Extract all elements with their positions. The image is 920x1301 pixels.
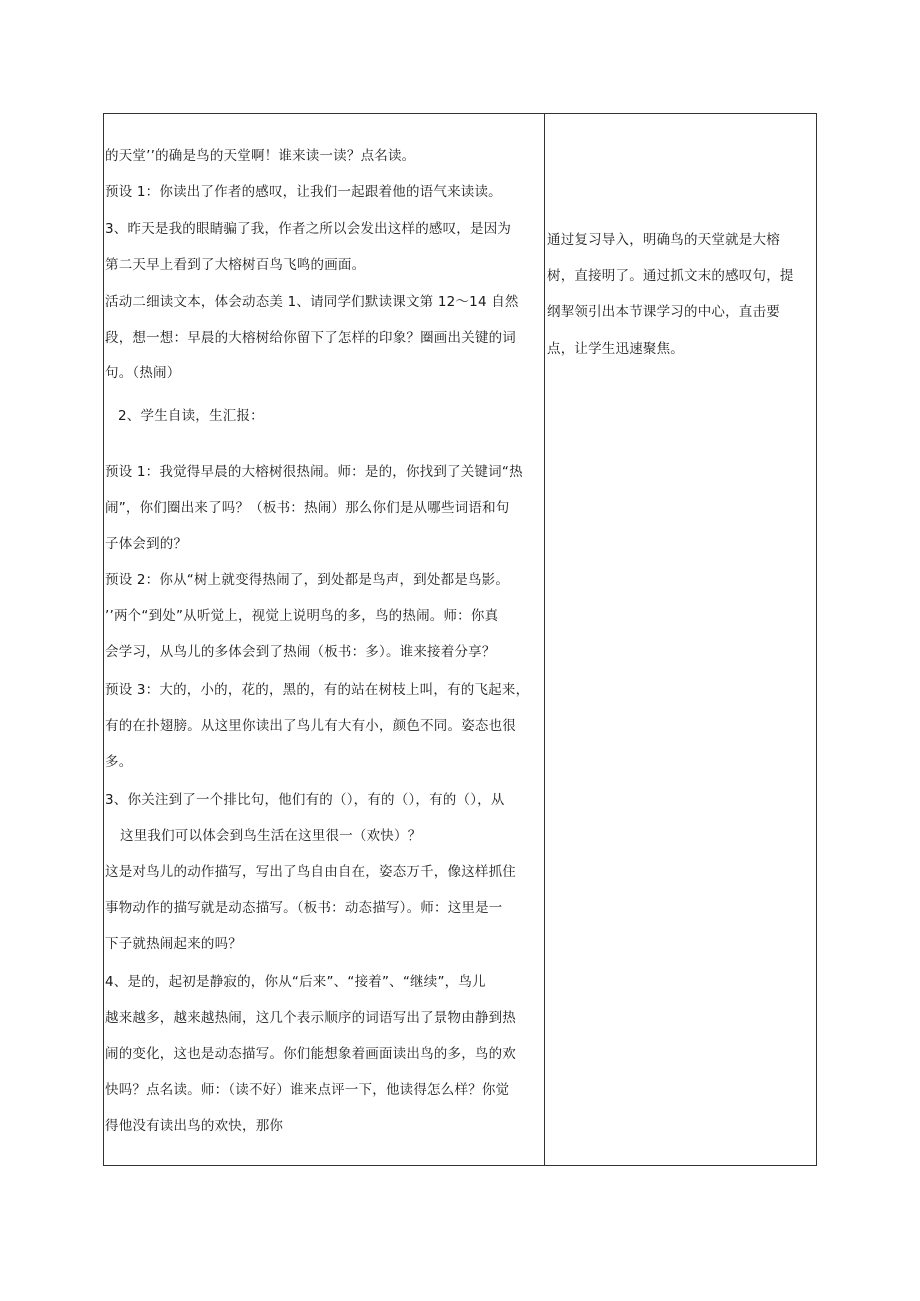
process-line: 句。（热闹）: [105, 365, 181, 381]
process-line: 3、昨天是我的眼睛骗了我，作者之所以会发出这样的感叹，是因为: [105, 221, 512, 237]
process-line: 多。: [105, 754, 133, 770]
process-line: 预设 2：你从“树上就变得热闹了，到处都是鸟声，到处都是鸟影。: [105, 572, 510, 588]
process-line: 子体会到的？: [105, 536, 188, 552]
process-line: 活动二细读文本，体会动态美 1、请同学们默读课文第 12～14 自然: [105, 294, 519, 310]
process-line: 闹的变化，这也是动态描写。你们能想象着画面读出鸟的多，鸟的欢: [105, 1046, 516, 1062]
process-line: 会学习，从鸟儿的多体会到了热闹（板书：多）。谁来接着分享？: [105, 644, 496, 660]
process-line: ’’两个“到处”从听觉上，视觉上说明鸟的多，鸟的热闹。师：你真: [105, 608, 499, 624]
process-line: 事物动作的描写就是动态描写。（板书：动态描写）。师：这里是一: [105, 900, 503, 916]
process-line: 闹”，你们圈出来了吗？（板书：热闹）那么你们是从哪些词语和句: [105, 500, 510, 516]
process-line: 这里我们可以体会到鸟生活在这里很一（欢快）？: [120, 828, 422, 844]
process-line: 3、你关注到了一个排比句，他们有的（），有的（），有的（），从: [105, 792, 505, 808]
process-line: 第二天早上看到了大榕树百鸟飞鸣的画面。: [105, 257, 366, 273]
process-line: 有的在扑翅膀。从这里你读出了鸟儿有大有小，颜色不同。姿态也很: [105, 718, 516, 734]
process-line: 这是对鸟儿的动作描写，写出了鸟自由自在，姿态万千，像这样抓住: [105, 864, 516, 880]
intent-line: 纲挈领引出本节课学习的中心，直击要: [547, 304, 780, 320]
process-line: 下子就热闹起来的吗？: [105, 936, 242, 952]
design-intent-cell: [545, 114, 816, 1165]
intent-line: 通过复习导入，明确鸟的天堂就是大榕: [547, 232, 780, 248]
teaching-process-cell: [104, 114, 545, 1165]
process-line: 预设 1：你读出了作者的感叹，让我们一起跟着他的语气来读读。: [105, 184, 502, 200]
process-line: 2、学生自读，生汇报：: [118, 408, 264, 424]
process-line: 越来越多，越来越热闹，这几个表示顺序的词语写出了景物由静到热: [105, 1010, 516, 1026]
process-line: 4、是的，起初是静寂的，你从“后来”、“接着”、“继续”，鸟儿: [105, 974, 486, 990]
lesson-plan-table: [103, 113, 817, 1166]
intent-line: 树，直接明了。通过抓文末的感叹句，提: [547, 268, 794, 284]
intent-line: 点，让学生迅速聚焦。: [547, 341, 684, 357]
process-line: 的天堂’’的确是鸟的天堂啊！谁来读一读？点名读。: [105, 148, 416, 164]
process-line: 得他没有读出鸟的欢快，那你: [105, 1118, 284, 1134]
process-line: 预设 1：我觉得早晨的大榕树很热闹。师：是的，你找到了关键词“热: [105, 464, 523, 480]
process-line: 段，想一想：早晨的大榕树给你留下了怎样的印象？圈画出关键的词: [105, 330, 516, 346]
process-line: 快吗？点名读。师：（读不好）谁来点评一下，他读得怎么样？你觉: [105, 1082, 510, 1098]
process-line: 预设 3：大的，小的，花的，黑的，有的站在树枝上叫，有的飞起来，: [105, 682, 530, 698]
